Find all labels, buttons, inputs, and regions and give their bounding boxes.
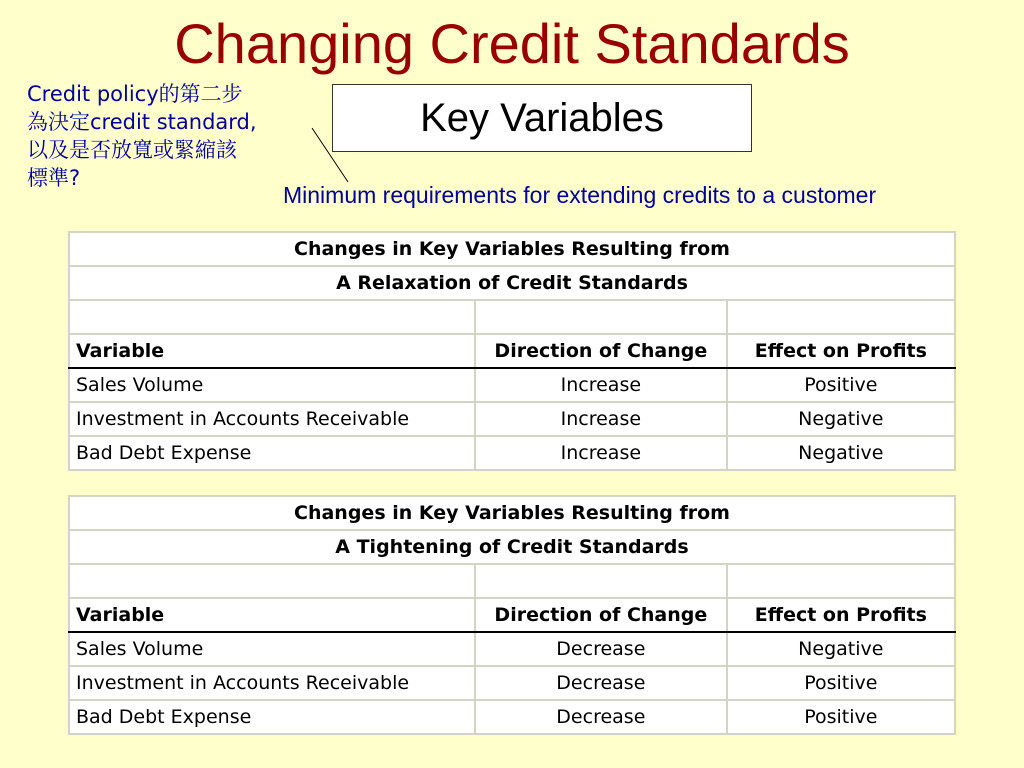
table-heading-row bbox=[69, 496, 955, 530]
table-cell: Positive bbox=[727, 368, 955, 402]
table-cell: Negative bbox=[727, 402, 955, 436]
table-heading-row bbox=[69, 232, 955, 266]
slide-title: Changing Credit Standards bbox=[174, 12, 850, 75]
note-line: Credit policy的第二步 bbox=[27, 82, 243, 106]
table-subheading: A Relaxation of Credit Standards bbox=[69, 266, 955, 300]
table-cell bbox=[69, 564, 475, 598]
note-line: 標準? bbox=[27, 166, 81, 190]
table-heading-row bbox=[69, 530, 955, 564]
table-spacer-row bbox=[69, 300, 955, 334]
table-column-header-row bbox=[69, 598, 955, 632]
table-column-header-row bbox=[69, 334, 955, 368]
column-header: Direction of Change bbox=[475, 334, 727, 368]
table-row bbox=[69, 666, 955, 700]
key-variables-box: Key Variables bbox=[332, 84, 752, 152]
table-cell: Decrease bbox=[475, 666, 727, 700]
table-cell: Increase bbox=[475, 402, 727, 436]
table-cell: Investment in Accounts Receivable bbox=[69, 666, 475, 700]
table-cell: Sales Volume bbox=[69, 368, 475, 402]
column-header: Variable bbox=[69, 334, 475, 368]
table-subheading: A Tightening of Credit Standards bbox=[69, 530, 955, 564]
table-row bbox=[69, 632, 955, 666]
tightening-table bbox=[68, 495, 956, 735]
table-heading: Changes in Key Variables Resulting from bbox=[69, 496, 955, 530]
table-cell: Negative bbox=[727, 436, 955, 470]
column-header: Direction of Change bbox=[475, 598, 727, 632]
table-cell bbox=[475, 300, 727, 334]
table-cell: Bad Debt Expense bbox=[69, 700, 475, 734]
table-row bbox=[69, 436, 955, 470]
credit-standard-definition: Minimum requirements for extending credits to a customer bbox=[283, 182, 877, 208]
table-row bbox=[69, 402, 955, 436]
table-cell: Increase bbox=[475, 368, 727, 402]
table-cell bbox=[727, 564, 955, 598]
table-heading-row bbox=[69, 266, 955, 300]
column-header: Effect on Profits bbox=[727, 334, 955, 368]
table-cell: Negative bbox=[727, 632, 955, 666]
connector-line-segment bbox=[312, 128, 348, 182]
table-cell: Positive bbox=[727, 666, 955, 700]
note-line: 以及是否放寬或緊縮該 bbox=[27, 138, 237, 162]
table-cell: Decrease bbox=[475, 632, 727, 666]
table-cell bbox=[69, 300, 475, 334]
table-cell: Bad Debt Expense bbox=[69, 436, 475, 470]
table-spacer-row bbox=[69, 564, 955, 598]
table-row bbox=[69, 368, 955, 402]
table-row bbox=[69, 700, 955, 734]
table-cell: Investment in Accounts Receivable bbox=[69, 402, 475, 436]
note-line: 為決定credit standard, bbox=[27, 110, 257, 134]
table-cell: Positive bbox=[727, 700, 955, 734]
table-cell bbox=[475, 564, 727, 598]
table-heading: Changes in Key Variables Resulting from bbox=[69, 232, 955, 266]
column-header: Variable bbox=[69, 598, 475, 632]
relaxation-table bbox=[68, 231, 956, 471]
column-header: Effect on Profits bbox=[727, 598, 955, 632]
table-cell: Sales Volume bbox=[69, 632, 475, 666]
table-cell: Decrease bbox=[475, 700, 727, 734]
table-cell: Increase bbox=[475, 436, 727, 470]
table-cell bbox=[727, 300, 955, 334]
